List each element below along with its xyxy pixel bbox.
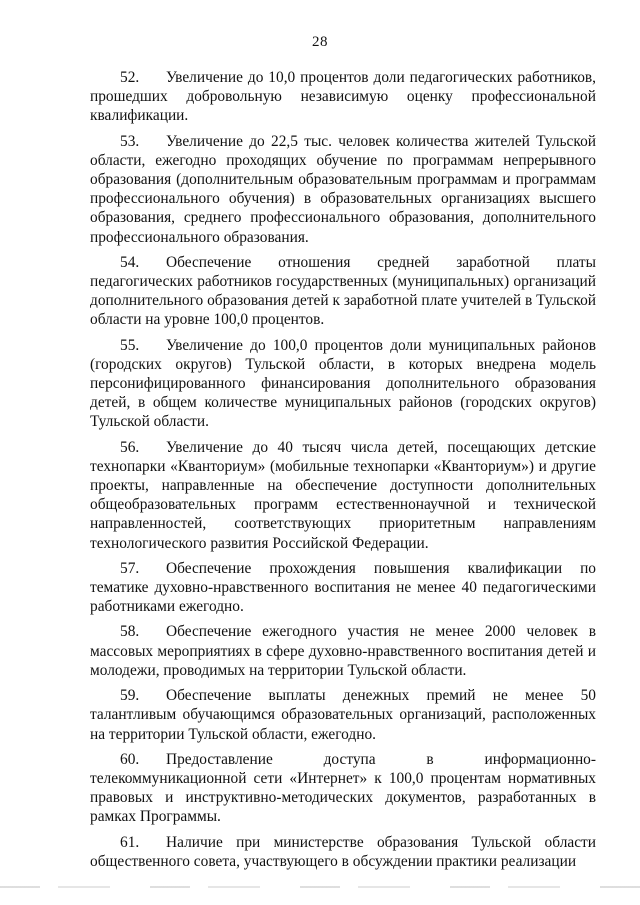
item-text: Обеспечение ежегодного участия не менее 2000 человек в массовых мероприятиях в сфере духовно-нравственного воспитания детей и молодежи, проводимых на территории Тульской области. bbox=[90, 623, 596, 679]
list-item bbox=[90, 750, 596, 827]
item-text: Наличие при министерстве образования Тульской области общественного совета, участвующего в обсуждении практики реализации bbox=[90, 833, 596, 870]
item-text: Предоставление доступа в информационно-телекоммуникационной сети «Интернет» к 100,0 процентам нормативных правовых и инструктивно-методических документов, разработанных в рамках Программы. bbox=[90, 750, 596, 826]
item-text: Обеспечение выплаты денежных премий не менее 50 талантливым обучающимся образовательных организаций, расположенных на территории Тульской области, ежегодно. bbox=[90, 687, 596, 743]
list-item bbox=[90, 438, 596, 553]
list-item bbox=[90, 336, 596, 432]
scan-artifact-line bbox=[0, 886, 640, 888]
list-item bbox=[90, 559, 596, 617]
list-item bbox=[90, 68, 596, 126]
item-number: 58. bbox=[120, 623, 140, 641]
item-text: Обеспечение отношения средней заработной платы педагогических работников государственных (муниципальных) организаций дополнительного образования детей к заработной плате учителей в Тульской области на уровне 100,0 процентов. bbox=[90, 253, 596, 329]
item-number: 55. bbox=[120, 336, 140, 354]
list-item bbox=[90, 132, 596, 247]
item-number: 59. bbox=[120, 687, 140, 705]
list-item bbox=[90, 253, 596, 330]
item-number: 61. bbox=[120, 833, 140, 851]
list-item bbox=[90, 833, 596, 871]
item-text: Увеличение до 10,0 процентов доли педагогических работников, прошедших добровольную независимую оценку профессиональной квалификации. bbox=[90, 69, 596, 125]
document-body bbox=[90, 68, 596, 877]
item-number: 54. bbox=[120, 253, 140, 271]
item-number: 60. bbox=[120, 750, 140, 768]
item-text: Увеличение до 100,0 процентов доли муниципальных районов (городских округов) Тульской области, в которых внедрена модель персонифицированного финансирования дополнительного образования детей, в общем количестве муниципальных районов (городских округов) Тульской области. bbox=[90, 336, 596, 431]
list-item bbox=[90, 622, 596, 680]
item-number: 53. bbox=[120, 132, 140, 150]
item-text: Увеличение до 22,5 тыс. человек количества жителей Тульской области, ежегодно проходящих обучение по программам непрерывного образования (дополнительным образовательным программам и программам профессионального обучения) в образовательных организациях высшего образования, среднего профессионального образования, дополнительного профессионального образования. bbox=[90, 132, 596, 246]
item-text: Обеспечение прохождения повышения квалификации по тематике духовно-нравственного воспитания не менее 40 педагогическими работниками ежегодно. bbox=[90, 559, 596, 616]
list-item bbox=[90, 686, 596, 744]
page-number: 28 bbox=[312, 34, 328, 50]
item-text: Увеличение до 40 тысяч числа детей, посещающих детские технопарки «Кванториум» (мобильные технопарки «Кванториум») и другие проекты, направленные на обеспечение доступности дополнительных общеобразовательных программ естественнонаучной и технической направленностей, соответствующих приоритетным направлениям технологического развития Российской Федерации. bbox=[90, 438, 596, 552]
item-number: 56. bbox=[120, 438, 140, 456]
item-number: 52. bbox=[120, 69, 140, 86]
item-number: 57. bbox=[120, 559, 140, 577]
